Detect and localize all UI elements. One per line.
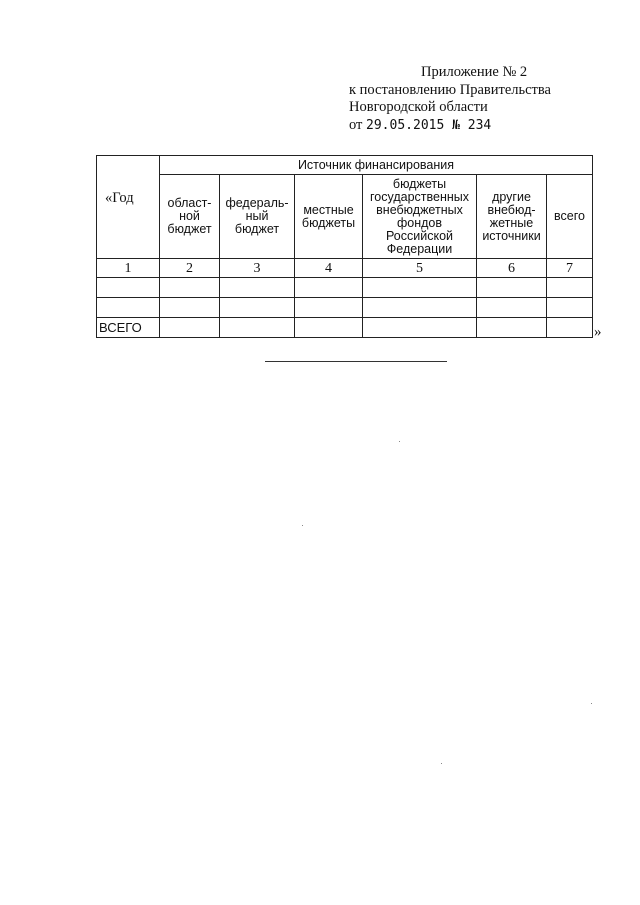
- table-cell: [363, 318, 477, 338]
- year-column-header: «Год: [97, 156, 160, 259]
- table-cell: [220, 278, 295, 298]
- table-row: [97, 298, 593, 318]
- table-cell: [295, 278, 363, 298]
- column-number: 4: [295, 259, 363, 278]
- resolution-reference: к постановлению Правительства: [349, 81, 551, 98]
- closing-quote: »: [594, 324, 602, 340]
- column-number: 1: [97, 259, 160, 278]
- scan-speck: [302, 525, 303, 526]
- document-header: [349, 64, 551, 134]
- appendix-title: Приложение № 2: [421, 64, 528, 80]
- table-cell: [97, 298, 160, 318]
- date-stamp: 29.05.2015 № 234: [366, 117, 492, 133]
- scan-speck: [441, 763, 442, 764]
- column-header-other-sources: другие внебюд- жетные источники: [477, 175, 547, 259]
- total-row: [97, 318, 593, 338]
- table-cell: [160, 318, 220, 338]
- table-cell: [547, 298, 593, 318]
- table-row: [97, 278, 593, 298]
- date-prefix: от: [349, 116, 363, 133]
- region-name: Новгородской области: [349, 99, 488, 115]
- table-cell: [477, 278, 547, 298]
- table-cell: [363, 298, 477, 318]
- column-number: 6: [477, 259, 547, 278]
- column-number: 3: [220, 259, 295, 278]
- table-cell: [363, 278, 477, 298]
- table-cell: [97, 278, 160, 298]
- scan-speck: [399, 441, 400, 442]
- scan-speck: [591, 703, 592, 704]
- table-cell: [220, 318, 295, 338]
- column-header-regional: област- ной бюджет: [160, 175, 220, 259]
- column-header-federal: федераль- ный бюджет: [220, 175, 295, 259]
- table-cell: [477, 298, 547, 318]
- total-label: ВСЕГО: [97, 318, 160, 338]
- column-number: 5: [363, 259, 477, 278]
- column-number-row: [97, 259, 593, 278]
- financing-table: [96, 155, 593, 338]
- financing-source-header: Источник финансирования: [160, 156, 593, 175]
- table-cell: [295, 298, 363, 318]
- table-cell: [477, 318, 547, 338]
- column-number: 7: [547, 259, 593, 278]
- column-header-local: местные бюджеты: [295, 175, 363, 259]
- table-cell: [160, 298, 220, 318]
- table-cell: [160, 278, 220, 298]
- table-cell: [547, 318, 593, 338]
- column-header-total: всего: [547, 175, 593, 259]
- column-number: 2: [160, 259, 220, 278]
- resolution-date: [349, 117, 551, 135]
- table-cell: [220, 298, 295, 318]
- table-cell: [295, 318, 363, 338]
- column-header-state-funds: бюджеты государственных внебюджетных фондов Российской Федерации: [363, 175, 477, 259]
- end-rule: [265, 361, 447, 362]
- table-cell: [547, 278, 593, 298]
